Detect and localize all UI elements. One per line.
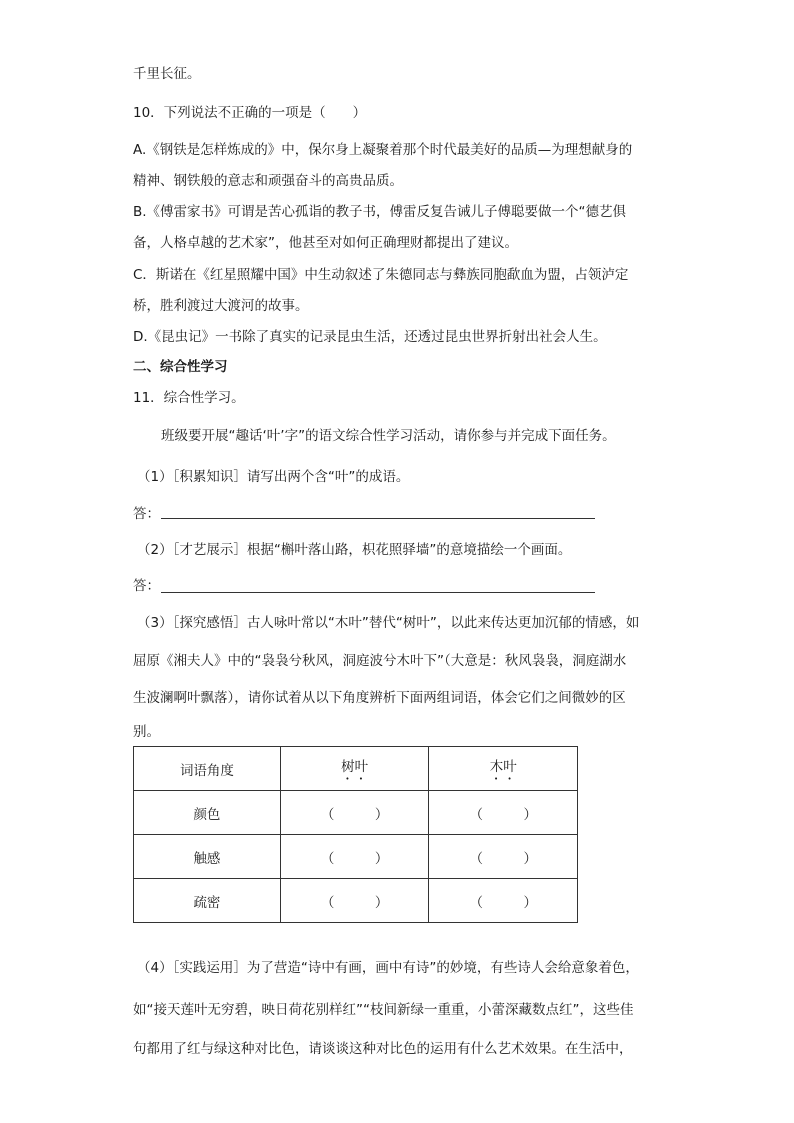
blank-cell[interactable]: （ ）	[429, 835, 578, 879]
row-label: 触感	[134, 835, 281, 879]
table-header-cell	[429, 747, 578, 791]
subquestion-3-line3: 生波澜啊叶飘落），请你试着从以下角度辨析下面两组词语，体会它们之间微妙的区	[133, 690, 626, 706]
subquestion-4-line1: （4）［实践运用］为了营造“诗中有画，画中有诗”的妙境，有些诗人会给意象着色，	[137, 960, 639, 976]
option-c-line2: 桥，胜利渡过大渡河的故事。	[133, 298, 309, 314]
option-b-line1: B.《傅雷家书》可谓是苦心孤诣的教子书，傅雷反复告诫儿子傅聪要做一个“德艺俱	[133, 204, 627, 220]
subquestion-3-line1: （3）［探究感悟］古人咏叶常以“木叶”替代“树叶”，以此来传达更加沉郁的情感，如	[137, 615, 640, 631]
table-row	[134, 879, 578, 923]
comparison-table	[133, 746, 578, 923]
subquestion-4-line3: 句都用了红与绿这种对比色，请谈谈这种对比色的运用有什么艺术效果。在生活中，	[133, 1041, 633, 1057]
subquestion-1: （1）［积累知识］请写出两个含“叶”的成语。	[137, 469, 410, 485]
answer-label: 答：	[133, 506, 160, 522]
table-header-cell: 词语角度	[134, 747, 281, 791]
header-word: 树叶	[341, 758, 369, 775]
option-d-line1: D.《昆虫记》一书除了真实的记录昆虫生活，还透过昆虫世界折射出社会人生。	[133, 329, 607, 345]
option-c-line1: C．斯诺在《红星照耀中国》中生动叙述了朱德同志与彝族同胞歃血为盟，占领泸定	[133, 267, 629, 283]
question-10: 10．下列说法不正确的一项是（ ）	[133, 105, 367, 121]
blank-cell[interactable]: （ ）	[429, 791, 578, 835]
subquestion-4-line2: 如“接天莲叶无穷碧，映日荷花别样红”“枝间新绿一重重，小蕾深藏数点红”，这些佳	[133, 1002, 634, 1018]
intro-paragraph: 班级要开展“趣话‘叶’字”的语文综合性学习活动，请你参与并完成下面任务。	[161, 428, 616, 444]
row-label: 颜色	[134, 791, 281, 835]
table-header-cell	[280, 747, 429, 791]
answer-label: 答：	[133, 578, 160, 594]
header-word: 木叶	[489, 758, 517, 775]
answer-line[interactable]	[161, 592, 595, 593]
blank-cell[interactable]: （ ）	[280, 791, 429, 835]
answer-line[interactable]	[161, 518, 595, 519]
subquestion-3-line2: 屈原《湘夫人》中的“袅袅兮秋风，洞庭波兮木叶下”（大意是：秋风袅袅，洞庭湖水	[133, 653, 627, 669]
row-label: 疏密	[134, 879, 281, 923]
blank-cell[interactable]: （ ）	[429, 879, 578, 923]
section-heading: 二、综合性学习	[133, 359, 228, 375]
table-header-row	[134, 747, 578, 791]
question-11: 11．综合性学习。	[133, 390, 245, 406]
subquestion-3-line4: 别。	[133, 724, 160, 740]
subquestion-2: （2）［才艺展示］根据“槲叶落山路，枳花照驿墙”的意境描绘一个画面。	[137, 542, 572, 558]
option-a-line1: A.《钢铁是怎样炼成的》中，保尔身上凝聚着那个时代最美好的品质—为理想献身的	[133, 142, 633, 158]
table-row	[134, 791, 578, 835]
option-a-line2: 精神、钢铁般的意志和顽强奋斗的高贵品质。	[133, 173, 403, 189]
blank-cell[interactable]: （ ）	[280, 879, 429, 923]
text-line: 千里长征。	[133, 66, 201, 82]
blank-cell[interactable]: （ ）	[280, 835, 429, 879]
option-b-line2: 备，人格卓越的艺术家”，他甚至对如何正确理财都提出了建议。	[133, 235, 518, 251]
table-row	[134, 835, 578, 879]
